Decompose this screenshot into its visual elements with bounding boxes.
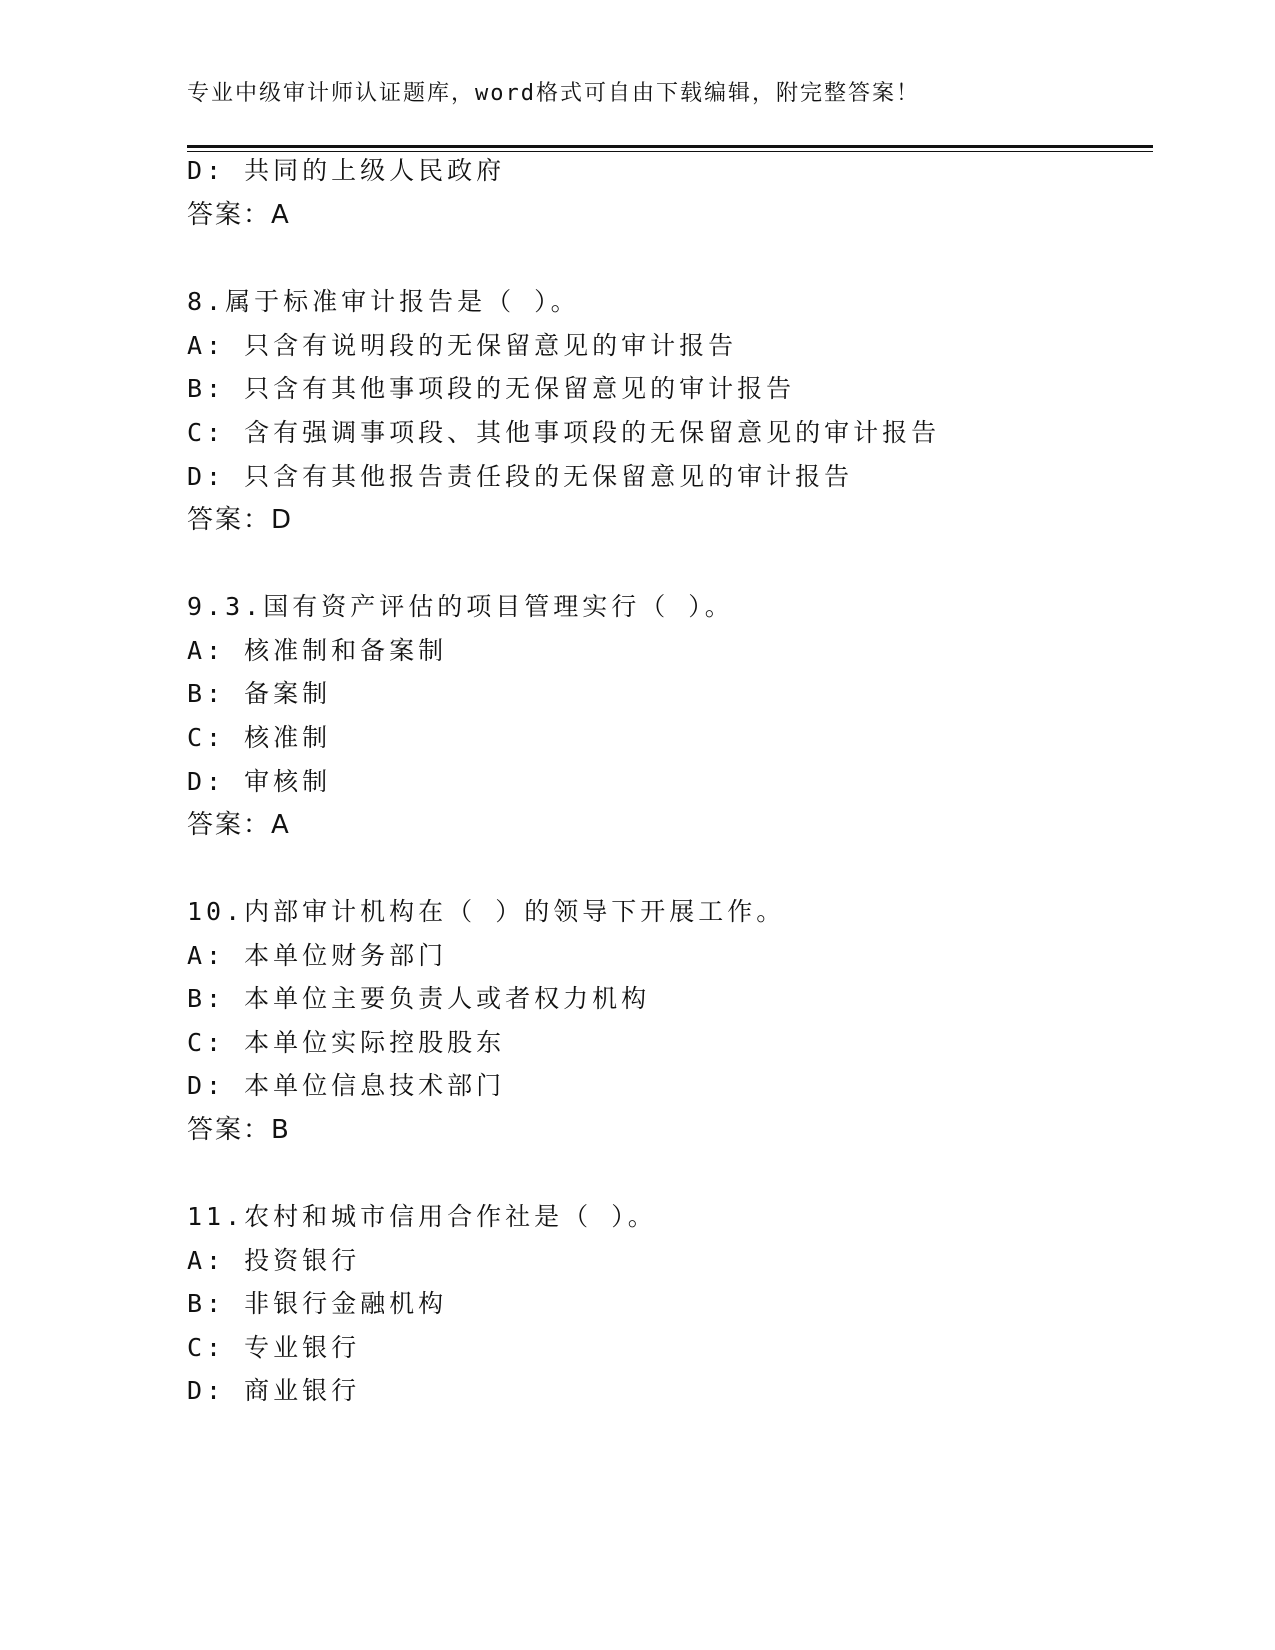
question-9-answer: 答案：A bbox=[187, 810, 291, 840]
question-10-option-d: D: 本单位信息技术部门 bbox=[187, 1071, 506, 1100]
question-8-option-c: C: 含有强调事项段、其他事项段的无保留意见的审计报告 bbox=[187, 418, 941, 447]
question-10-option-c: C: 本单位实际控股股东 bbox=[187, 1028, 506, 1057]
question-10-answer: 答案：B bbox=[187, 1115, 291, 1145]
question-9-option-c: C: 核准制 bbox=[187, 723, 332, 752]
question-11-stem: 11.农村和城市信用合作社是（ ）。 bbox=[187, 1202, 657, 1231]
question-11-option-b: B: 非银行金融机构 bbox=[187, 1289, 448, 1318]
question-10-option-b: B: 本单位主要负责人或者权力机构 bbox=[187, 984, 651, 1013]
question-8-option-b: B: 只含有其他事项段的无保留意见的审计报告 bbox=[187, 374, 796, 403]
question-9-option-a: A: 核准制和备案制 bbox=[187, 636, 448, 665]
prev-question-answer: 答案：A bbox=[187, 200, 291, 230]
question-8-stem: 8.属于标准审计报告是（ ）。 bbox=[187, 287, 580, 316]
question-8-option-d: D: 只含有其他报告责任段的无保留意见的审计报告 bbox=[187, 462, 854, 491]
question-9-option-b: B: 备案制 bbox=[187, 679, 332, 708]
prev-question-option-d: D: 共同的上级人民政府 bbox=[187, 156, 506, 185]
question-11-option-a: A: 投资银行 bbox=[187, 1246, 361, 1275]
question-9-option-d: D: 审核制 bbox=[187, 767, 332, 796]
header-divider-thin bbox=[187, 151, 1153, 152]
header-divider-thick bbox=[187, 145, 1153, 148]
header-note: 专业中级审计师认证题库，word格式可自由下载编辑，附完整答案！ bbox=[187, 81, 920, 106]
question-8-option-a: A: 只含有说明段的无保留意见的审计报告 bbox=[187, 331, 738, 360]
question-10-stem: 10.内部审计机构在（ ）的领导下开展工作。 bbox=[187, 897, 786, 926]
question-9-stem: 9.3.国有资产评估的项目管理实行（ ）。 bbox=[187, 592, 734, 621]
question-8-answer: 答案：D bbox=[187, 505, 294, 535]
question-11-option-c: C: 专业银行 bbox=[187, 1333, 361, 1362]
question-10-option-a: A: 本单位财务部门 bbox=[187, 941, 448, 970]
question-11-option-d: D: 商业银行 bbox=[187, 1376, 361, 1405]
